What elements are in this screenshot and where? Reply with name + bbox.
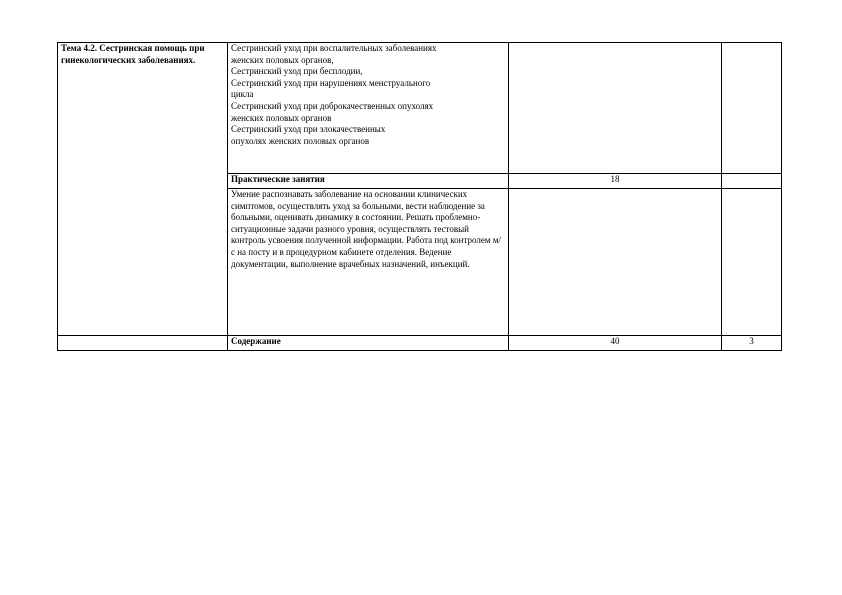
practice-label: Практические занятия [231,174,325,184]
content-line: Сестринский уход при злокачественных [231,124,386,135]
summary-label: Содержание [231,336,281,346]
level-cell-empty [722,43,782,174]
content-line: Сестринский уход при доброкачественных опухолях [231,100,434,111]
topic-title: Тема 4.2. Сестринская помощь при гинекологических заболеваниях. [61,43,205,65]
hours-cell-empty [509,43,722,174]
summary-hours-cell [509,336,722,351]
content-line: опухолях женских половых органов [231,135,370,146]
description-hours-cell-empty [509,189,722,336]
practice-label-cell [228,174,509,189]
content-line: Сестринский уход при воспалительных заболеваниях [231,43,437,53]
summary-topic-cell-empty [58,336,228,351]
curriculum-table [57,42,782,351]
content-line: цикла [231,89,254,100]
description-level-cell-empty [722,189,782,336]
content-line: Сестринский уход при бесплодии, [231,66,363,77]
practice-hours-cell [509,174,722,189]
summary-level: 3 [749,336,754,346]
topic-title-cell [58,43,228,336]
content-line: женских половых органов [231,112,332,123]
content-cell [228,43,509,174]
practice-description-cell [228,189,509,336]
summary-hours: 40 [610,336,620,346]
table-row-summary [58,336,782,351]
table-row-topic-content [58,43,782,174]
practice-level-cell [722,174,782,189]
content-line: Сестринский уход при нарушениях менструального [231,77,431,88]
content-line: женских половых органов, [231,54,334,65]
summary-level-cell [722,336,782,351]
practice-hours: 18 [610,174,620,184]
practice-description: Умение распознавать заболевание на основании клинических симптомов, осуществлять уход за больными, вести наблюдение за больными, оценивать динамику в состоянии. Решать проблемно-ситуационные задачи разного уровня, осуществлять тестовый контроль усвоения полученной информации. Работа под контролем м/с на посту и в процедурном кабинете отделения. Ведение документации, выполнение врачебных назначений, инъекций. [231,189,502,269]
summary-label-cell [228,336,509,351]
